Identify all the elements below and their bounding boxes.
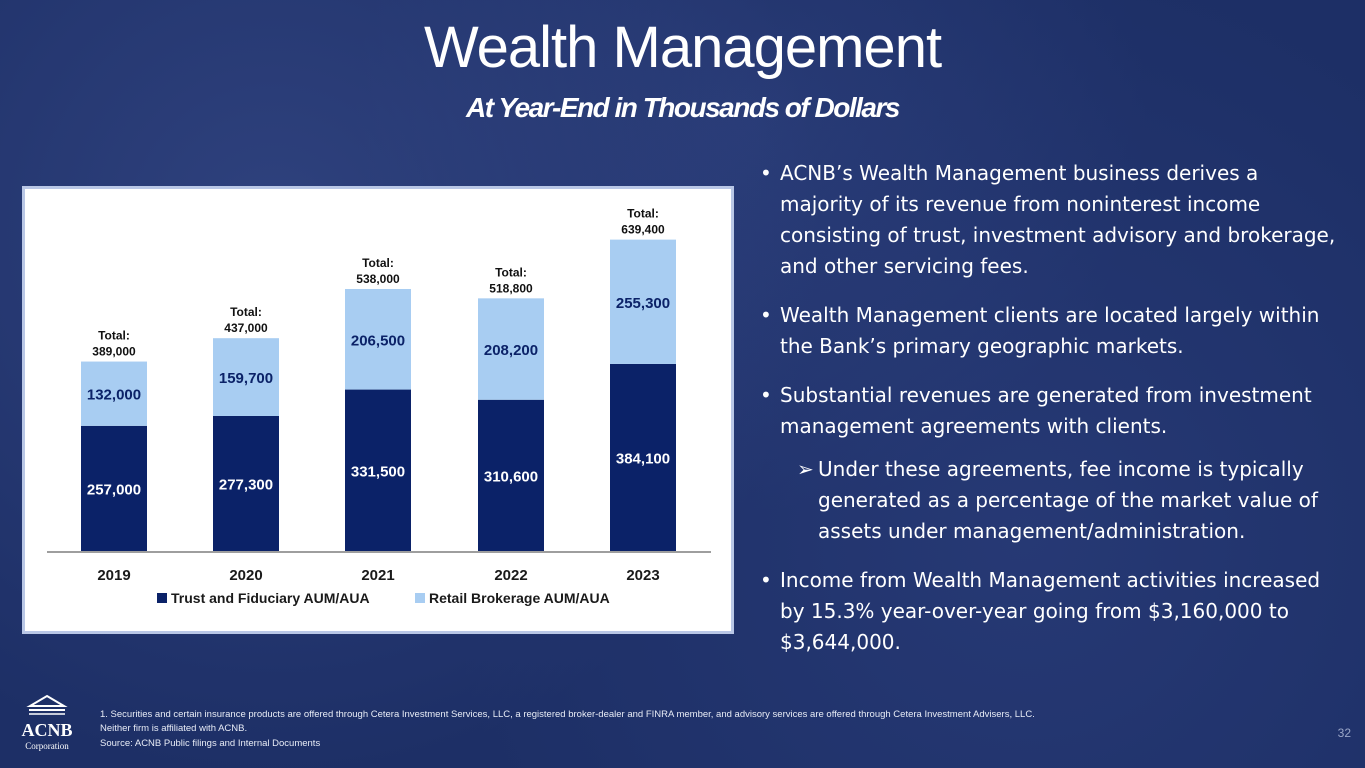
x-tick-label: 2019 <box>97 567 131 584</box>
footnote: 1. Securities and certain insurance products are offered through Cetera Investment Services, LLC, a registered broker-dealer and FINRA member, and advisory services are offered through Cetera Investment Advisers, LLC. Neither firm is affiliated with ACNB. <box>100 709 1035 734</box>
total-value: 437,000 <box>224 321 268 336</box>
total-label: Total: <box>495 265 527 280</box>
x-tick-label: 2020 <box>229 567 263 584</box>
total-value: 389,000 <box>92 344 136 359</box>
stacked-bar-chart <box>25 189 731 631</box>
logo-roof-icon <box>30 696 64 706</box>
data-label: 277,300 <box>218 476 274 494</box>
data-label: 255,300 <box>615 294 671 312</box>
data-label: 331,500 <box>350 463 406 481</box>
bullet-text: Under these agreements, fee income is typically generated as a percentage of the market value of assets under management/administration. <box>818 457 1318 543</box>
total-label: Total: <box>230 305 262 320</box>
bullet-marker: • <box>760 568 772 592</box>
bullet-list <box>760 158 1340 676</box>
x-tick-label: 2022 <box>494 567 528 584</box>
bullet-marker: • <box>760 303 772 327</box>
total-value: 639,400 <box>621 222 665 237</box>
logo-tagline: Corporation <box>25 741 69 751</box>
legend-swatch-retail <box>415 593 425 603</box>
bullet-text: Income from Wealth Management activities increased by 15.3% year-over-year going from $3,160,000 to $3,644,000. <box>780 568 1321 654</box>
legend-swatch-trust <box>157 593 167 603</box>
total-label: Total: <box>362 255 394 270</box>
total-label: Total: <box>627 206 659 221</box>
arrow-bullet-icon: ➢ <box>797 457 814 481</box>
data-label: 384,100 <box>615 450 671 468</box>
bullet-item <box>760 565 1340 658</box>
acnb-logo <box>16 694 78 754</box>
x-tick-label: 2021 <box>361 567 395 584</box>
data-label: 206,500 <box>350 332 406 350</box>
source-note: Source: ACNB Public filings and Internal Documents <box>100 738 321 749</box>
bullet-item <box>760 158 1340 282</box>
data-label: 159,700 <box>218 370 274 388</box>
slide-subtitle: At Year-End in Thousands of Dollars <box>466 92 899 123</box>
total-value: 518,800 <box>489 281 533 296</box>
sub-bullet-item <box>760 454 1340 547</box>
bullet-text: ACNB’s Wealth Management business derives a majority of its revenue from noninterest income consisting of trust, investment advisory and brokerage, and other servicing fees. <box>780 161 1336 278</box>
bullet-marker: • <box>760 161 772 185</box>
bullet-text: Substantial revenues are generated from investment management agreements with clients. <box>780 383 1312 438</box>
data-label: 310,600 <box>483 468 539 486</box>
logo-wordmark: ACNB <box>21 720 73 740</box>
data-label: 132,000 <box>86 386 142 404</box>
bullet-marker: • <box>760 383 772 407</box>
bullet-item <box>760 380 1340 442</box>
data-label: 257,000 <box>86 481 142 499</box>
bullet-item <box>760 300 1340 362</box>
legend-label: Trust and Fiduciary AUM/AUA <box>171 590 370 606</box>
bullet-text: Wealth Management clients are located largely within the Bank’s primary geographic markets. <box>780 303 1320 358</box>
data-label: 208,200 <box>483 342 539 360</box>
slide-title: Wealth Management <box>423 15 942 80</box>
legend-label: Retail Brokerage AUM/AUA <box>429 590 610 606</box>
page-number: 32 <box>1337 726 1351 740</box>
total-label: Total: <box>98 328 130 343</box>
x-tick-label: 2023 <box>626 567 660 584</box>
total-value: 538,000 <box>356 271 400 286</box>
chart-panel <box>22 186 734 634</box>
